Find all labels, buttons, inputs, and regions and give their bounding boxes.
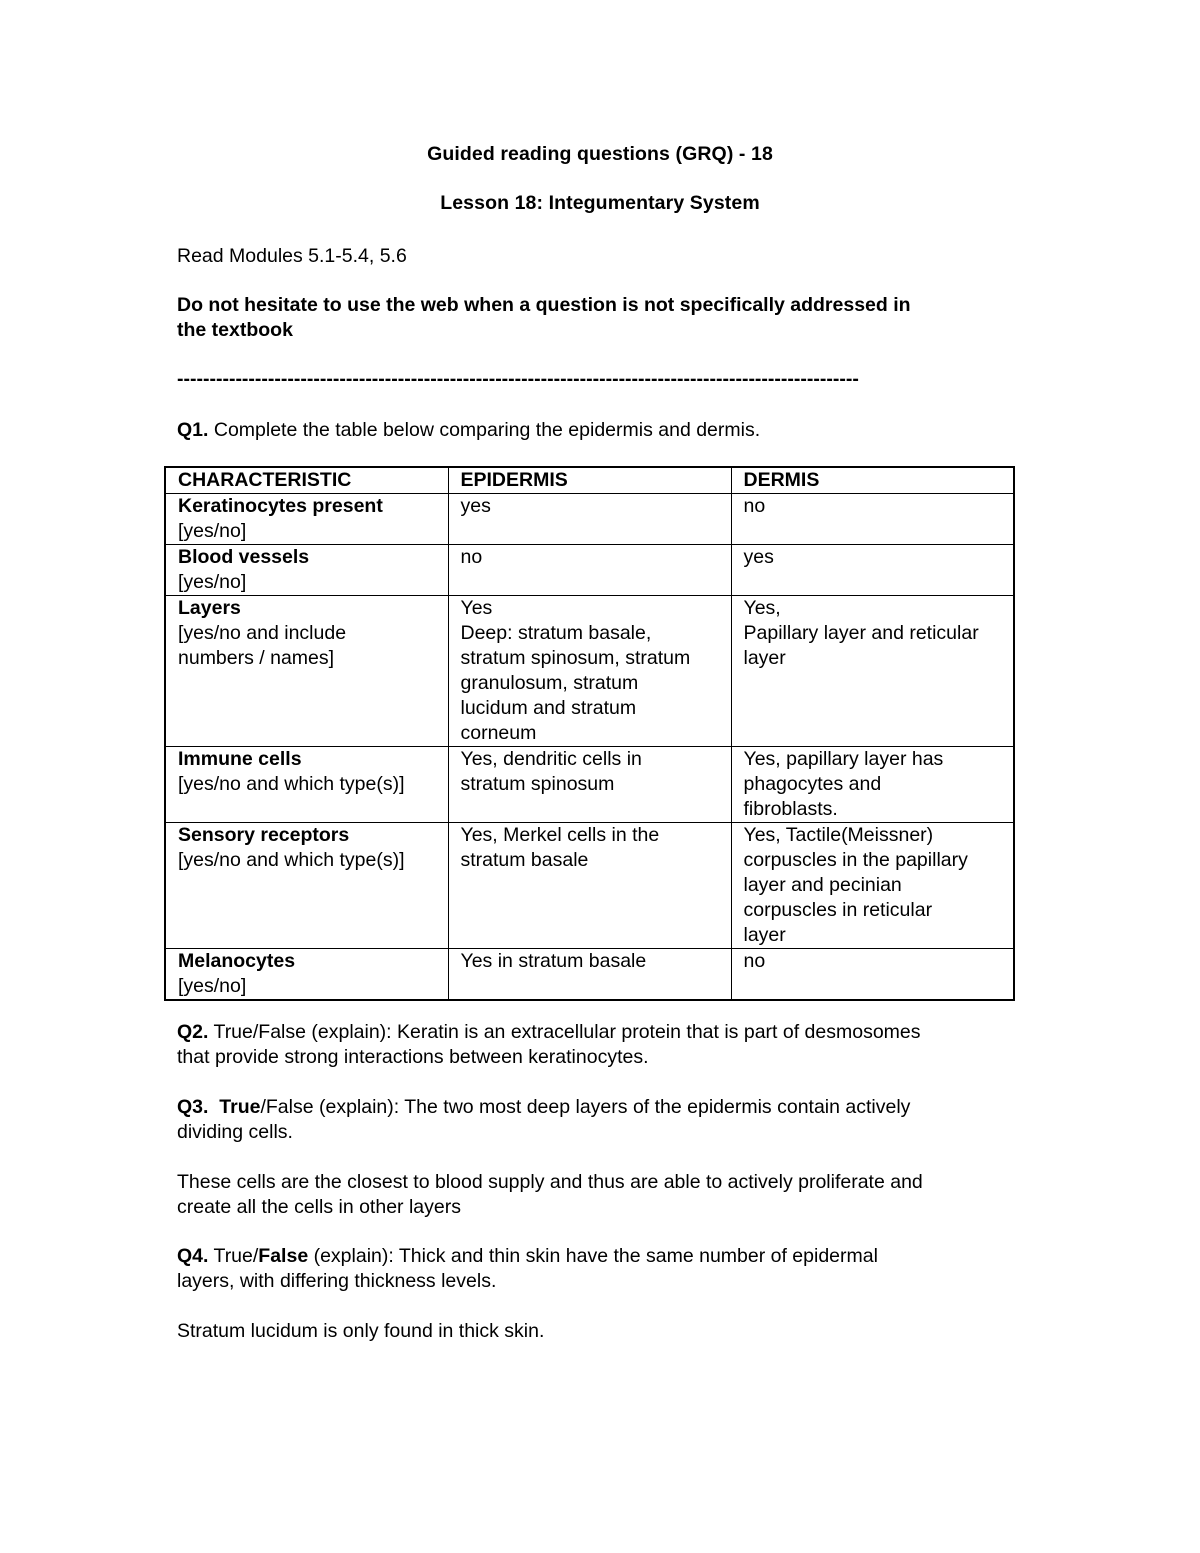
table-row	[165, 747, 1014, 823]
question-4-text-line-2: layers, with differing thickness levels.	[177, 1269, 497, 1292]
dermis-cell	[731, 747, 1014, 823]
question-1-text: Complete the table below comparing the epidermis and dermis.	[208, 419, 761, 441]
table-row	[165, 596, 1014, 747]
characteristic-cell	[165, 747, 448, 823]
document-title: Guided reading questions (GRQ) - 18	[427, 143, 773, 165]
epidermis-line: corneum	[460, 722, 537, 744]
question-3	[177, 1095, 1017, 1144]
dermis-line: corpuscles in reticular	[743, 899, 933, 921]
table-header-row	[165, 467, 1014, 494]
epidermis-cell	[448, 494, 731, 545]
header-epidermis: EPIDERMIS	[448, 467, 731, 494]
dermis-line: no	[743, 495, 766, 517]
characteristic-hint: [yes/no]	[178, 520, 247, 542]
question-3-answer	[177, 1170, 1017, 1219]
epidermis-line: Yes, Merkel cells in the	[460, 824, 660, 846]
characteristic-cell	[165, 823, 448, 949]
question-2	[177, 1020, 1017, 1069]
question-2-label: Q2.	[177, 1021, 209, 1043]
dermis-line: no	[743, 950, 766, 972]
question-3-text-line-2: dividing cells.	[177, 1120, 293, 1143]
web-use-note	[177, 293, 1017, 342]
question-4	[177, 1244, 1017, 1293]
epidermis-line: stratum spinosum, stratum	[460, 647, 691, 669]
question-3-label: Q3.	[177, 1096, 209, 1118]
epidermis-line: Yes in stratum basale	[460, 950, 647, 972]
dermis-line: corpuscles in the papillary	[743, 849, 968, 871]
dermis-line: Papillary layer and reticular	[743, 622, 979, 644]
question-3-answer-line-1: These cells are the closest to blood supply and thus are able to actively proliferate and	[177, 1171, 923, 1193]
web-use-note-line-1: Do not hesitate to use the web when a question is not specifically addressed in	[177, 294, 911, 316]
dermis-cell	[731, 545, 1014, 596]
question-4-true: True/	[208, 1245, 259, 1267]
characteristic-name: Immune cells	[178, 748, 302, 770]
epidermis-cell	[448, 823, 731, 949]
characteristic-cell	[165, 494, 448, 545]
table-row	[165, 823, 1014, 949]
section-divider: ---------------------------------------------------------------------------------------------------------	[177, 368, 859, 390]
epidermis-cell	[448, 747, 731, 823]
dermis-line: fibroblasts.	[743, 798, 838, 820]
question-2-text-line-1: True/False (explain): Keratin is an extracellular protein that is part of desmosomes	[208, 1021, 921, 1043]
dermis-line: layer	[743, 647, 786, 669]
question-4-answer: Stratum lucidum is only found in thick skin.	[177, 1320, 545, 1342]
characteristic-name: Melanocytes	[178, 950, 296, 972]
question-3-text-line-1: /False (explain): The two most deep layers of the epidermis contain actively	[260, 1096, 911, 1118]
question-3-answer-line-2: create all the cells in other layers	[177, 1195, 461, 1218]
characteristic-hint: [yes/no and include	[178, 622, 347, 644]
table-row	[165, 545, 1014, 596]
dermis-cell	[731, 596, 1014, 747]
characteristic-hint: numbers / names]	[178, 647, 335, 669]
header-characteristic: CHARACTERISTIC	[165, 467, 448, 494]
dermis-line: layer and pecinian	[743, 874, 902, 896]
epidermis-line: no	[460, 546, 483, 568]
characteristic-cell	[165, 596, 448, 747]
question-2-text-line-2: that provide strong interactions between keratinocytes.	[177, 1045, 649, 1068]
dermis-cell	[731, 949, 1014, 1001]
epidermis-line: lucidum and stratum	[460, 697, 637, 719]
characteristic-name: Blood vessels	[178, 546, 310, 568]
characteristic-cell	[165, 949, 448, 1001]
dermis-line: yes	[743, 546, 774, 568]
characteristic-hint: [yes/no]	[178, 571, 247, 593]
reading-assignment: Read Modules 5.1-5.4, 5.6	[177, 245, 407, 267]
question-4-label: Q4.	[177, 1245, 209, 1267]
dermis-line: layer	[743, 924, 786, 946]
dermis-cell	[731, 823, 1014, 949]
web-use-note-line-2: the textbook	[177, 318, 293, 341]
characteristic-hint: [yes/no and which type(s)]	[178, 773, 405, 795]
question-4-false: False	[258, 1245, 309, 1267]
header-dermis: DERMIS	[731, 467, 1014, 494]
epidermis-line: stratum spinosum	[460, 773, 615, 795]
table-row	[165, 494, 1014, 545]
epidermis-line: Yes, dendritic cells in	[460, 748, 642, 770]
epidermis-line: yes	[460, 495, 491, 517]
question-3-true: True	[219, 1096, 261, 1118]
epidermis-line: granulosum, stratum	[460, 672, 639, 694]
table-row	[165, 949, 1014, 1001]
characteristic-name: Layers	[178, 597, 241, 619]
question-1-label: Q1.	[177, 419, 209, 441]
characteristic-hint: [yes/no and which type(s)]	[178, 849, 405, 871]
dermis-line: Yes, Tactile(Meissner)	[743, 824, 934, 846]
question-4-text-line-1: (explain): Thick and thin skin have the same number of epidermal	[308, 1245, 878, 1267]
epidermis-cell	[448, 545, 731, 596]
epidermis-cell	[448, 949, 731, 1001]
characteristic-name: Keratinocytes present	[178, 495, 383, 517]
epidermis-line: Deep: stratum basale,	[460, 622, 652, 644]
characteristic-cell	[165, 545, 448, 596]
epidermis-line: stratum basale	[460, 849, 589, 871]
dermis-line: phagocytes and	[743, 773, 882, 795]
dermis-line: Yes, papillary layer has	[743, 748, 944, 770]
characteristic-name: Sensory receptors	[178, 824, 350, 846]
dermis-cell	[731, 494, 1014, 545]
characteristic-hint: [yes/no]	[178, 975, 247, 997]
epidermis-cell	[448, 596, 731, 747]
comparison-table	[164, 466, 1015, 1001]
question-1	[177, 418, 1017, 443]
lesson-title: Lesson 18: Integumentary System	[440, 192, 760, 214]
epidermis-line: Yes	[460, 597, 493, 619]
dermis-line: Yes,	[743, 597, 781, 619]
